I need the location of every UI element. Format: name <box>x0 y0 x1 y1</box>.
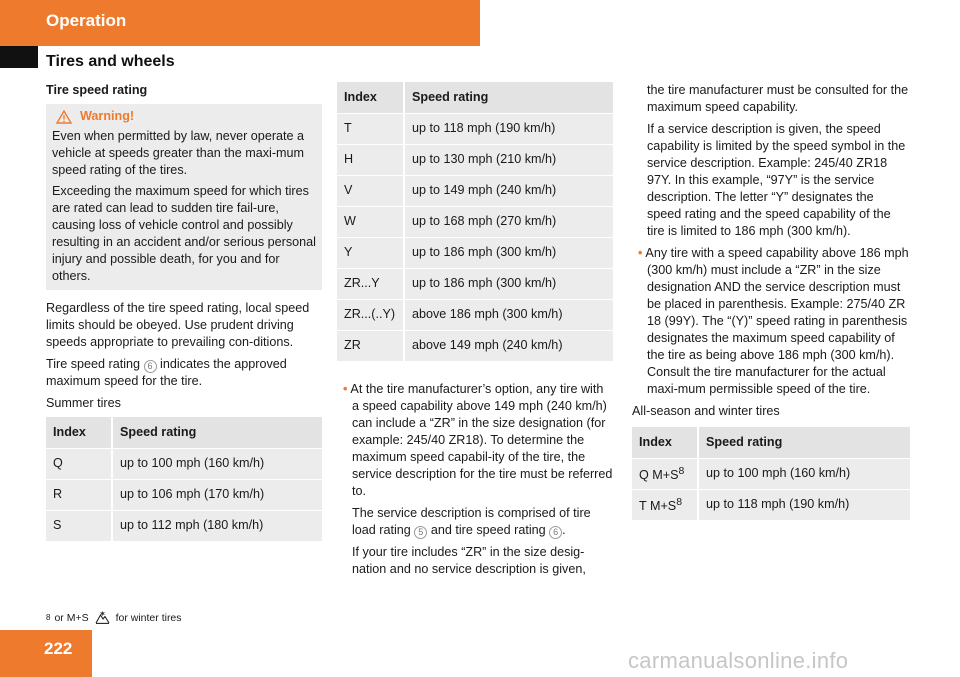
column-header-index: Index <box>632 427 698 458</box>
cell-index: V <box>337 175 404 206</box>
warning-triangle-icon <box>56 110 72 124</box>
cell-index: Q <box>46 448 112 479</box>
column-middle <box>337 82 613 583</box>
cell-speed-rating: up to 100 mph (160 km/h) <box>698 458 910 489</box>
cell-speed-rating: up to 149 mph (240 km/h) <box>404 175 613 206</box>
footnote-ref: 8 <box>676 496 683 509</box>
speed-rating-text-a: Tire speed rating <box>46 357 141 371</box>
callout-marker: 6 <box>144 360 157 373</box>
warning-header <box>56 108 316 125</box>
zr-option-text: At the tire manufacturer’s option, any tire with a speed capability above 149 mph (240 km/h) can include a “ZR” in the size designation (for example: 245/40 ZR18). To determine the maximum speed capabil-ity of the tire, the service description for the tire must be referred to. <box>350 382 613 498</box>
cell-index: ZR...(..Y) <box>337 299 404 330</box>
callout-marker: 5 <box>414 526 427 539</box>
service-description-paragraph <box>337 505 613 539</box>
table-row <box>337 237 613 268</box>
footnote-mark: 8 <box>46 613 51 622</box>
summer-tires-table <box>46 417 322 541</box>
index-value: Q M+S <box>639 468 679 483</box>
cell-index: W <box>337 206 404 237</box>
cell-speed-rating: above 186 mph (300 km/h) <box>404 299 613 330</box>
column-left <box>46 82 322 541</box>
table-row <box>46 448 322 479</box>
table-row <box>337 299 613 330</box>
snowflake-mountain-icon <box>95 611 110 624</box>
column-header-index: Index <box>337 82 404 113</box>
cell-speed-rating: up to 118 mph (190 km/h) <box>698 489 910 520</box>
column-header-speed-rating: Speed rating <box>404 82 613 113</box>
cell-speed-rating: up to 106 mph (170 km/h) <box>112 479 322 510</box>
cell-speed-rating: up to 100 mph (160 km/h) <box>112 448 322 479</box>
speed-limits-paragraph: Regardless of the tire speed rating, local speed limits should be obeyed. Use prudent driving speeds appropriate to prevailing con-ditions. <box>46 301 310 349</box>
warning-paragraph-1: Even when permitted by law, never operate a vehicle at speeds greater than the maxi-mum speed rating of the tires. <box>52 129 305 177</box>
index-value: T M+S <box>639 499 677 514</box>
footnote <box>46 611 182 624</box>
table-row <box>337 113 613 144</box>
cell-speed-rating: up to 130 mph (210 km/h) <box>404 144 613 175</box>
page-number: 222 <box>44 639 73 658</box>
table-row <box>337 175 613 206</box>
table-row <box>337 330 613 361</box>
footnote-text-b: for winter tires <box>115 611 182 624</box>
column-right <box>632 82 910 520</box>
bullet-dot: • <box>343 382 348 396</box>
zr-parenthesis-text: Any tire with a speed capability above 186 mph (300 km/h) must include a “ZR” in the size designation AND the service description must be placed in parenthesis. Example: 275/40 ZR 18 (99Y). The “(Y)” speed rating in parenthesis designates the maximum speed capability of the tire as being above 186 mph (300 km/h). Consult the tire manufacturer for the actual maxi-mum permissible speed of the tire. <box>645 246 909 396</box>
callout-marker: 6 <box>549 526 562 539</box>
table-header-row <box>337 82 613 113</box>
cell-index: ZR <box>337 330 404 361</box>
tire-speed-rating-heading: Tire speed rating <box>46 83 148 97</box>
subsection-title: Tires and wheels <box>46 53 175 70</box>
column-header-index: Index <box>46 417 112 448</box>
table-header-row <box>46 417 322 448</box>
table-row <box>337 206 613 237</box>
zr-option-bullet <box>337 381 613 500</box>
cell-index <box>632 458 698 489</box>
service-description-example-paragraph: If a service description is given, the speed capability is limited by the speed symbol in the service description. Example: 245/40 ZR18 97Y. In this example, “97Y” is the service description. The letter “Y” designates the speed rating and the speed capability of the tire is limited to 186 mph (300 km/h). <box>647 122 906 238</box>
section-title: Operation <box>46 11 127 30</box>
bullet-dot: • <box>638 246 643 260</box>
table-row <box>337 268 613 299</box>
cell-index: ZR...Y <box>337 268 404 299</box>
warning-box <box>46 104 322 290</box>
warning-paragraph-2: Exceeding the maximum speed for which tires are rated can lead to sudden tire fail-ure, causing loss of vehicle control and possibly resulting in an accident and/or serious personal injury and possible death, for you and for others. <box>52 184 316 283</box>
column-header-speed-rating: Speed rating <box>112 417 322 448</box>
table-row <box>632 458 910 489</box>
cell-speed-rating: above 149 mph (240 km/h) <box>404 330 613 361</box>
warning-title: Warning! <box>80 109 135 123</box>
winter-tires-label: All-season and winter tires <box>632 404 780 418</box>
section-marker-tab <box>0 46 38 68</box>
summer-tires-label: Summer tires <box>46 396 121 410</box>
service-description-text-c: . <box>562 523 566 537</box>
column-header-speed-rating: Speed rating <box>698 427 910 458</box>
cell-index: S <box>46 510 112 541</box>
service-description-text-b: and tire speed rating <box>430 523 546 537</box>
service-description-text-a: The service description is comprised of tire load rating <box>352 506 591 537</box>
table-row <box>46 479 322 510</box>
cell-index: R <box>46 479 112 510</box>
cell-speed-rating: up to 168 mph (270 km/h) <box>404 206 613 237</box>
cell-speed-rating: up to 186 mph (300 km/h) <box>404 237 613 268</box>
speed-rating-paragraph <box>46 356 322 390</box>
cell-speed-rating: up to 118 mph (190 km/h) <box>404 113 613 144</box>
watermark: carmanualsonline.info <box>628 648 849 673</box>
cell-index: H <box>337 144 404 175</box>
cell-index <box>632 489 698 520</box>
speed-rating-text-b: indicates the approved maximum speed for the tire. <box>46 357 287 388</box>
footnote-text-a: or M+S <box>54 611 89 624</box>
zr-parenthesis-bullet <box>632 245 910 398</box>
winter-tires-table <box>632 427 910 520</box>
zr-no-service-paragraph: If your tire includes “ZR” in the size desig-nation and no service description is given, <box>352 545 586 576</box>
table-header-row <box>632 427 910 458</box>
table-row <box>46 510 322 541</box>
speed-rating-table <box>337 82 613 361</box>
cell-speed-rating: up to 186 mph (300 km/h) <box>404 268 613 299</box>
table-row <box>632 489 910 520</box>
consult-manufacturer-paragraph: the tire manufacturer must be consulted for the maximum speed capability. <box>647 83 909 114</box>
table-row <box>337 144 613 175</box>
cell-index: T <box>337 113 404 144</box>
cell-speed-rating: up to 112 mph (180 km/h) <box>112 510 322 541</box>
cell-index: Y <box>337 237 404 268</box>
footnote-ref: 8 <box>678 464 685 477</box>
